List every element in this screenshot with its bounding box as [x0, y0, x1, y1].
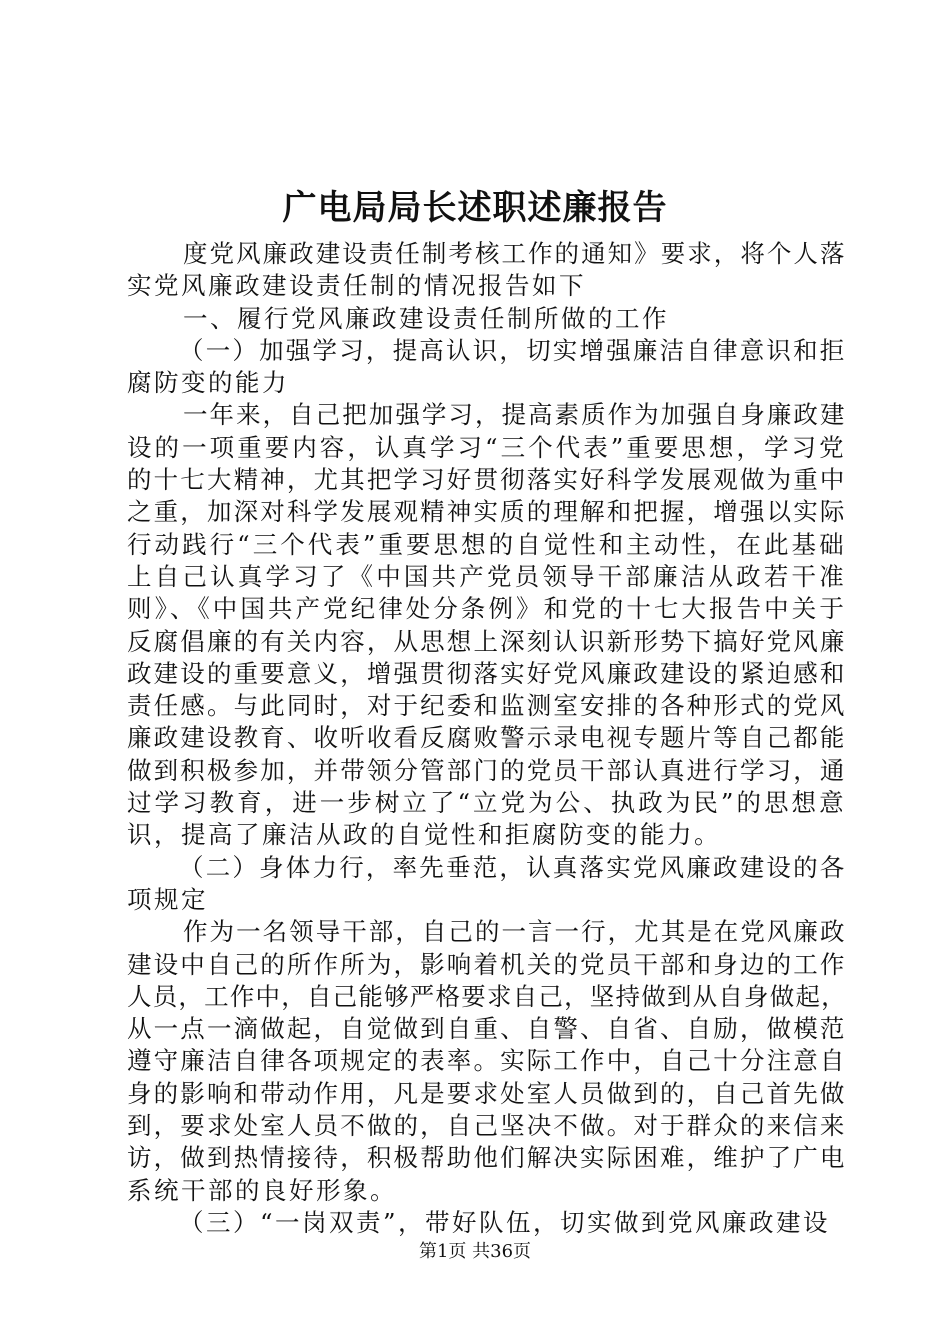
body-line: 系统干部的良好形象。 — [127, 1175, 397, 1205]
page-footer: 第1页 共36页 — [418, 1241, 532, 1262]
body-line: 一、履行党风廉政建设责任制所做的工作 — [183, 303, 669, 333]
body-line: 廉政建设教育、收听收看反腐败警示录电视专题片等自己都能 — [127, 723, 847, 753]
body-line: （三）“一岗双责”，带好队伍，切实做到党风廉政建设 — [179, 1207, 831, 1237]
body-line: 度党风廉政建设责任制考核工作的通知》要求，将个人落 — [183, 239, 847, 268]
body-line: 的十七大精神，尤其把学习好贯彻落实好科学发展观做为重中 — [127, 465, 847, 495]
body-line: 建设中自己的所作所为，影响着机关的党员干部和身边的工作 — [127, 949, 847, 979]
body-line: （二）身体力行，率先垂范，认真落实党风廉政建设的各 — [179, 852, 847, 882]
body-line: 做到积极参加，并带领分管部门的党员干部认真进行学习，通 — [127, 755, 847, 785]
body-line: 政建设的重要意义，增强贯彻落实好党风廉政建设的紧迫感和 — [127, 658, 847, 688]
body-line: 过学习教育，进一步树立了“立党为公、执政为民”的思想意 — [127, 788, 847, 818]
body-line: 作为一名领导干部，自己的一言一行，尤其是在党风廉政 — [183, 917, 847, 947]
body-line: （一）加强学习，提高认识，切实增强廉洁自律意识和拒 — [179, 335, 847, 365]
body-line: 身的影响和带动作用，凡是要求处室人员做到的，自己首先做 — [127, 1078, 847, 1108]
body-line: 上自己认真学习了《中国共产党员领导干部廉洁从政若干准 — [127, 561, 847, 591]
body-line: 腐防变的能力 — [127, 368, 289, 398]
body-line: 一年来，自己把加强学习，提高素质作为加强自身廉政建 — [183, 400, 847, 430]
body-line: 遵守廉洁自律各项规定的表率。实际工作中，自己十分注意自 — [127, 1046, 847, 1076]
body-line: 从一点一滴做起，自觉做到自重、自警、自省、自励，做模范 — [127, 1014, 847, 1044]
body-line: 责任感。与此同时，对于纪委和监测室安排的各种形式的党风 — [127, 691, 847, 721]
body-line: 之重，加深对科学发展观精神实质的理解和把握，增强以实际 — [127, 497, 847, 527]
document-title: 广电局局长述职述廉报告 — [282, 188, 668, 228]
body-line: 到，要求处室人员不做的，自己坚决不做。对于群众的来信来 — [127, 1111, 847, 1141]
body-line: 人员，工作中，自己能够严格要求自己，坚持做到从自身做起， — [127, 981, 847, 1011]
body-line: 反腐倡廉的有关内容，从思想上深刻认识新形势下搞好党风廉 — [127, 626, 847, 656]
body-line: 项规定 — [127, 884, 208, 914]
body-line: 识，提高了廉洁从政的自觉性和拒腐防变的能力。 — [127, 820, 721, 850]
body-line: 访，做到热情接待，积极帮助他们解决实际困难，维护了广电 — [127, 1143, 847, 1173]
body-line: 实党风廉政建设责任制的情况报告如下 — [127, 271, 586, 301]
body-line: 设的一项重要内容，认真学习“三个代表”重要思想，学习党 — [127, 432, 847, 462]
body-line: 则》、《中国共产党纪律处分条例》和党的十七大报告中关于 — [127, 594, 847, 624]
body-line: 行动践行“三个代表”重要思想的自觉性和主动性，在此基础 — [127, 529, 847, 559]
document-body — [127, 238, 847, 1239]
